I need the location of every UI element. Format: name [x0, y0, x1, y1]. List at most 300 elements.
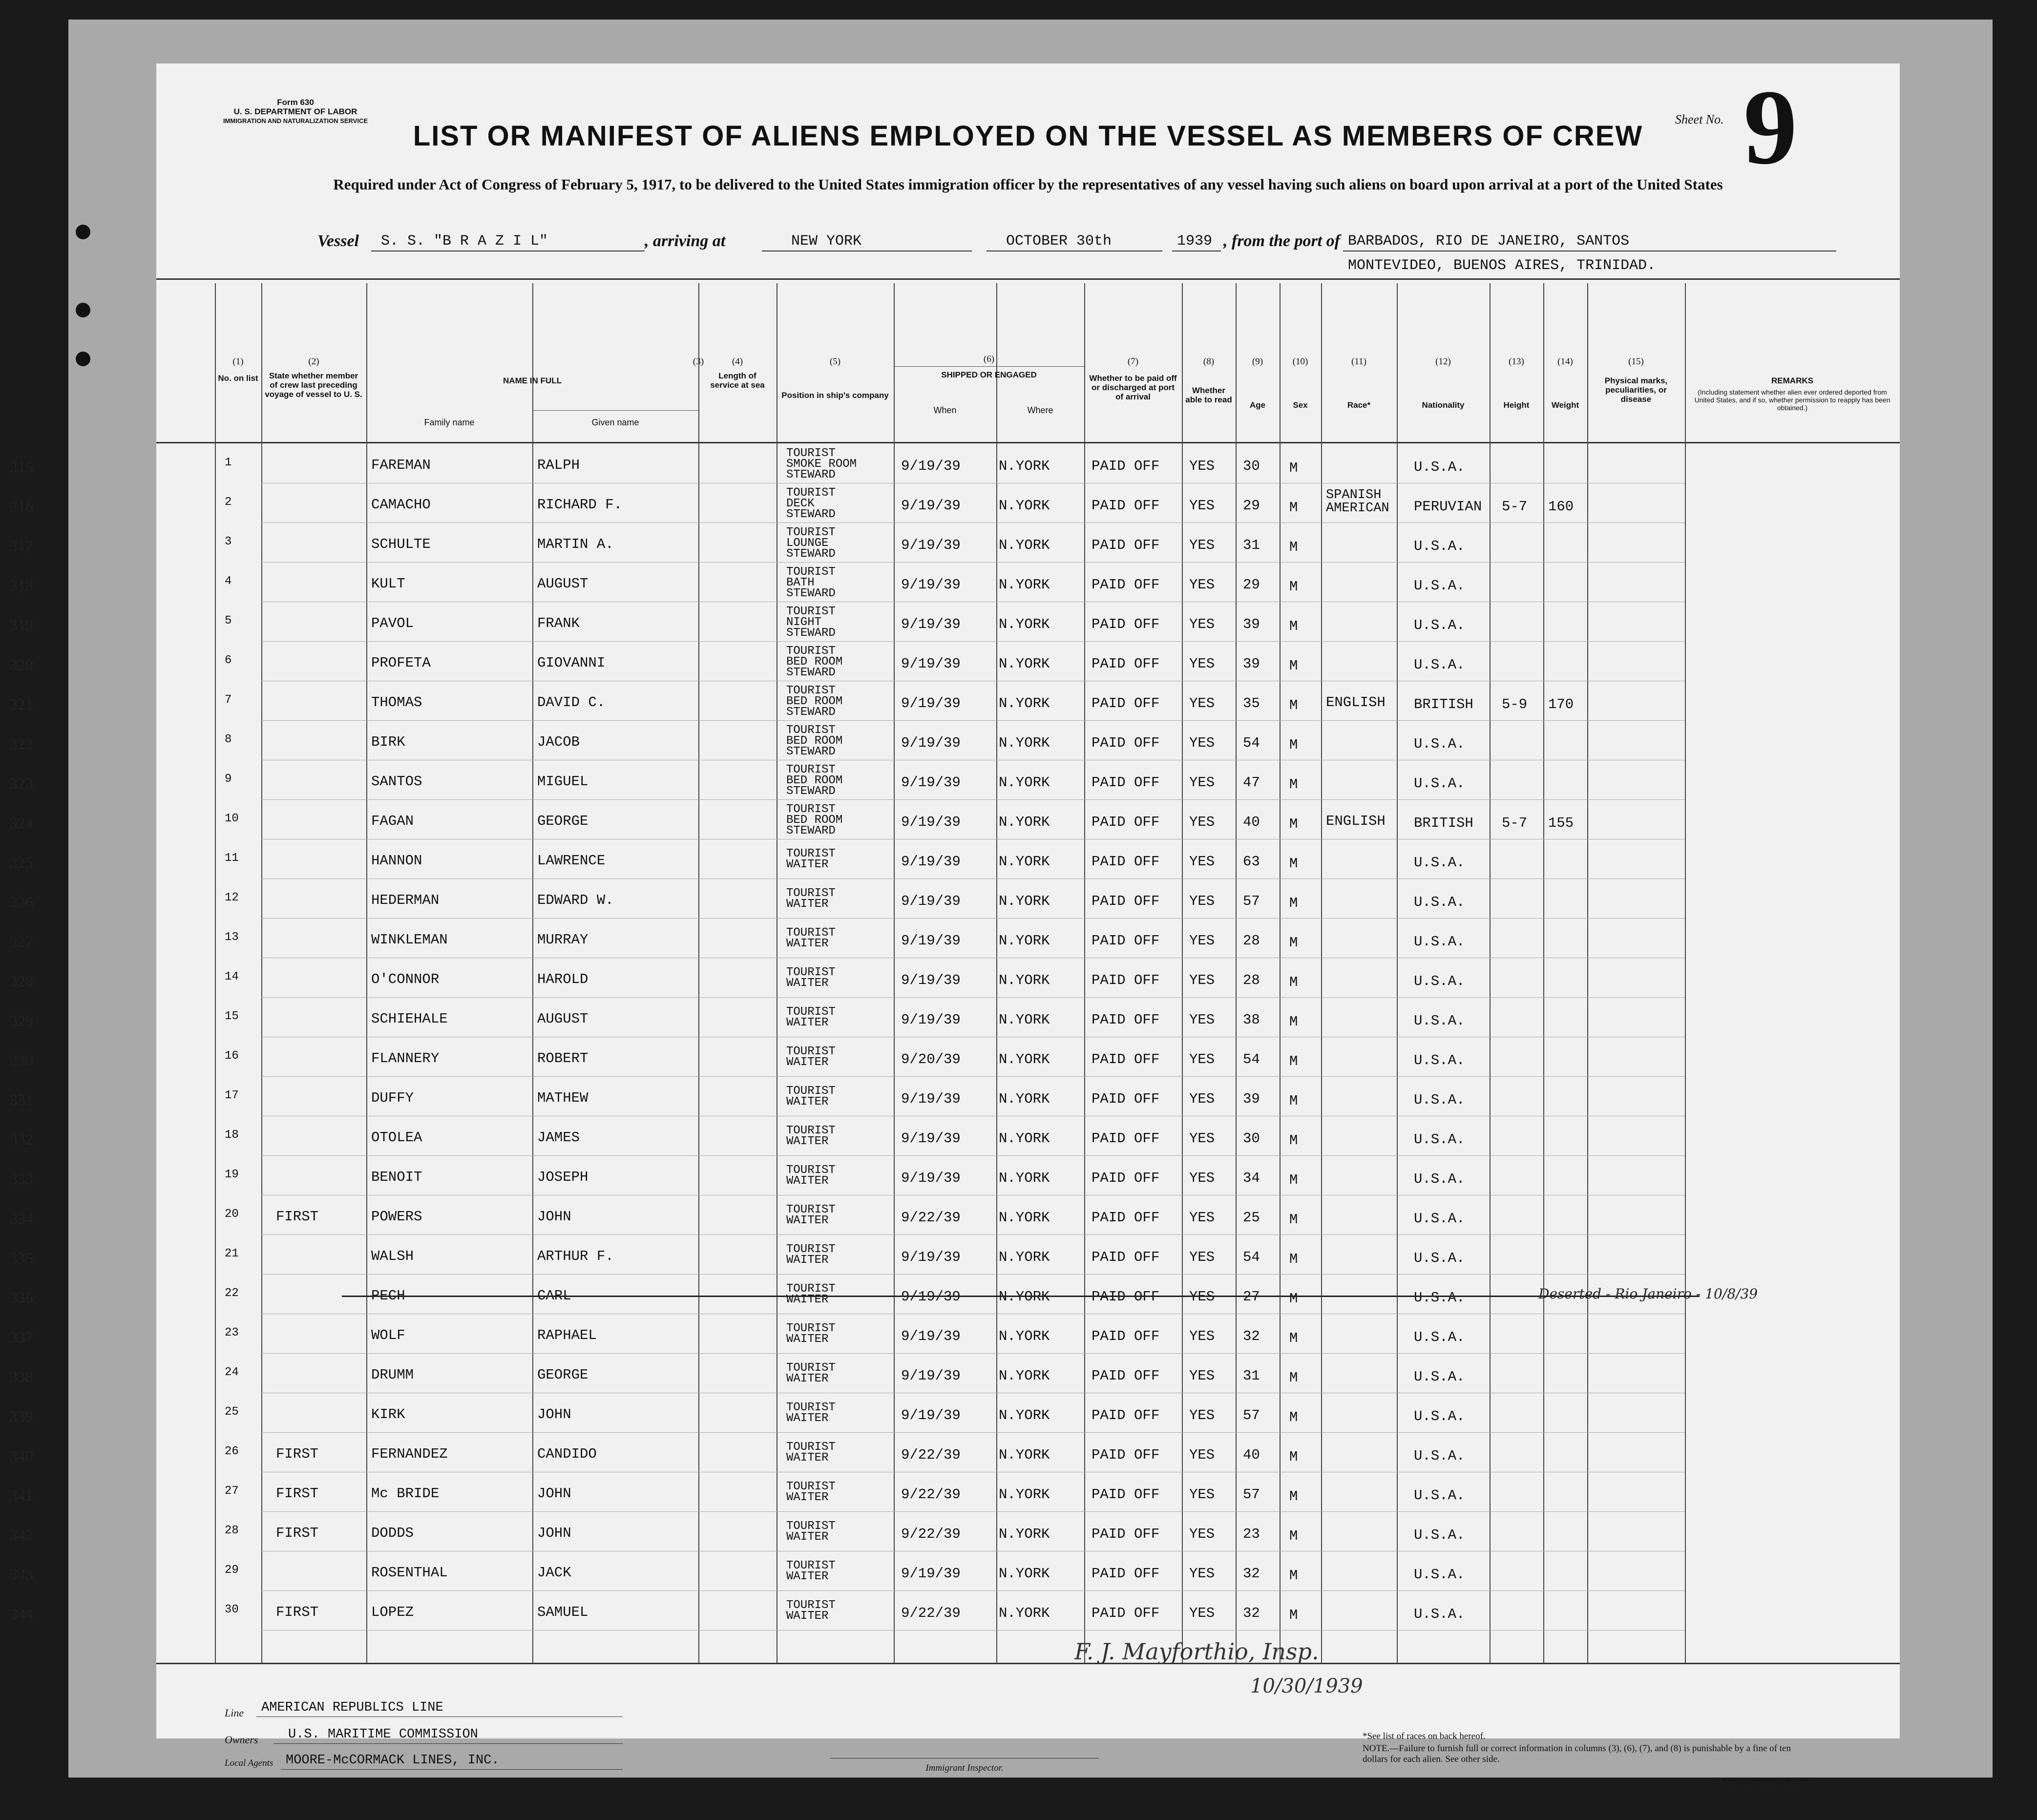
position-line: TOURIST — [786, 1243, 836, 1256]
col-11-header: Race* — [1347, 400, 1371, 410]
given-name: DAVID C. — [537, 694, 606, 711]
table-row — [10, 484, 1900, 523]
given-name: MIGUEL — [537, 774, 588, 790]
age: 32 — [1243, 1328, 1260, 1344]
family-name: HEDERMAN — [371, 892, 440, 908]
paid-off: PAID OFF — [1092, 1289, 1160, 1305]
list-number: 15 — [225, 1010, 239, 1023]
sex: M — [1289, 658, 1298, 674]
inspector-signature: F. J. Mayforthio, Insp. — [1074, 1638, 1319, 1665]
sex: M — [1289, 460, 1298, 476]
table-row — [10, 444, 1900, 483]
shipped-where: N.YORK — [999, 1289, 1050, 1305]
table-row — [10, 1235, 1900, 1275]
shipped-when: 9/19/39 — [901, 1012, 961, 1028]
given-name: MARTIN A. — [537, 536, 614, 552]
paid-off: PAID OFF — [1092, 616, 1160, 632]
able-to-read: YES — [1189, 1566, 1215, 1582]
able-to-read: YES — [1189, 537, 1215, 553]
list-number: 6 — [225, 654, 232, 667]
shipped-where: N.YORK — [999, 458, 1050, 474]
nationality: BRITISH — [1414, 815, 1473, 831]
list-number: 8 — [225, 733, 232, 746]
nationality: U.S.A. — [1414, 855, 1465, 871]
age: 40 — [1243, 1447, 1260, 1463]
nationality: U.S.A. — [1414, 1369, 1465, 1385]
given-name: FRANK — [537, 615, 580, 631]
nationality: U.S.A. — [1414, 1567, 1465, 1583]
col-6-number: (6) — [983, 354, 995, 364]
penalty-note: NOTE.—Failure to furnish full or correct information in columns (3), (6), (7), and (8) is punishable by a fine of ten dollars for each alien. See other side. — [1363, 1743, 1791, 1764]
position-line: TOURIST — [786, 1401, 836, 1414]
able-to-read: YES — [1189, 1605, 1215, 1621]
sex: M — [1289, 1212, 1298, 1228]
shipped-where: N.YORK — [999, 695, 1050, 711]
position-line: WAITER — [786, 1530, 829, 1544]
position-line: TOURIST — [786, 565, 836, 579]
position-line: WAITER — [786, 1174, 829, 1188]
position-line: STEWARD — [786, 508, 836, 521]
table-row — [10, 1077, 1900, 1116]
given-name: ARTHUR F. — [537, 1248, 614, 1264]
shipped-where: N.YORK — [999, 1249, 1050, 1265]
position-cell — [786, 1284, 836, 1305]
family-name: THOMAS — [371, 694, 422, 711]
list-number: 18 — [225, 1129, 239, 1142]
shipped-when: 9/19/39 — [901, 537, 961, 553]
position-cell — [786, 1007, 836, 1028]
given-name: JACK — [537, 1565, 571, 1581]
able-to-read: YES — [1189, 735, 1215, 751]
paid-off: PAID OFF — [1092, 1368, 1160, 1384]
col-16-header: REMARKS — [1771, 376, 1813, 385]
col-13-header: Height — [1503, 400, 1530, 410]
position-line: WAITER — [786, 858, 829, 871]
position-line: STEWARD — [786, 587, 836, 600]
list-number: 22 — [225, 1287, 239, 1300]
col-6-header: SHIPPED OR ENGAGED — [941, 370, 1037, 379]
list-number: 5 — [225, 614, 232, 628]
position-line: TOURIST — [786, 1559, 836, 1572]
paid-off: PAID OFF — [1092, 1407, 1160, 1423]
col-6-where-header: Where — [1027, 405, 1053, 415]
shipped-where: N.YORK — [999, 972, 1050, 988]
serial-number: 331 — [10, 1091, 33, 1109]
given-name: RAPHAEL — [537, 1327, 597, 1343]
position-line: DECK — [786, 497, 815, 510]
paid-off: PAID OFF — [1092, 774, 1160, 791]
list-number: 29 — [225, 1564, 239, 1577]
paid-off: PAID OFF — [1092, 1130, 1160, 1147]
from-ports-line-1: BARBADOS, RIO DE JANEIRO, SANTOS — [1348, 233, 1630, 250]
form-service: IMMIGRATION AND NATURALIZATION SERVICE — [223, 117, 368, 125]
paid-off: PAID OFF — [1092, 1051, 1160, 1067]
shipped-where: N.YORK — [999, 1091, 1050, 1107]
list-number: 30 — [225, 1603, 239, 1616]
inspector-signature-date: 10/30/1939 — [1250, 1675, 1363, 1697]
sex: M — [1289, 1528, 1298, 1544]
able-to-read: YES — [1189, 854, 1215, 870]
position-line: SMOKE ROOM — [786, 458, 857, 471]
position-line: TOURIST — [786, 724, 836, 737]
given-name: GEORGE — [537, 813, 588, 829]
age: 32 — [1243, 1605, 1260, 1621]
position-line: STEWARD — [786, 666, 836, 679]
previous-voyage: FIRST — [276, 1604, 319, 1620]
position-line: TOURIST — [786, 645, 836, 658]
able-to-read: YES — [1189, 1328, 1215, 1344]
list-number: 14 — [225, 970, 239, 983]
weight: 170 — [1548, 696, 1574, 712]
shipped-when: 9/19/39 — [901, 774, 961, 791]
nationality: U.S.A. — [1414, 1527, 1465, 1543]
sex: M — [1289, 1370, 1298, 1386]
position-cell — [786, 686, 842, 718]
serial-number: 328 — [10, 972, 33, 990]
age: 28 — [1243, 972, 1260, 988]
nationality: U.S.A. — [1414, 1487, 1465, 1504]
given-name: JACOB — [537, 734, 580, 750]
position-line: BATH — [786, 576, 815, 589]
previous-voyage: FIRST — [276, 1446, 319, 1462]
serial-number: 317 — [10, 537, 33, 555]
sex: M — [1289, 895, 1298, 911]
family-name: KULT — [371, 576, 405, 592]
sheet-label: Sheet No. — [1675, 112, 1724, 126]
race: ENGLISH — [1326, 694, 1386, 711]
position-cell — [786, 849, 836, 870]
shipped-when: 9/19/39 — [901, 893, 961, 909]
serial-number: 318 — [10, 577, 33, 594]
position-cell — [786, 1046, 836, 1068]
list-number: 26 — [225, 1445, 239, 1458]
race: SPANISH AMERICAN — [1326, 488, 1389, 516]
shipped-when: 9/19/39 — [901, 1091, 961, 1107]
serial-number: 315 — [10, 458, 33, 476]
table-row — [10, 1473, 1900, 1512]
sex: M — [1289, 500, 1298, 516]
nationality: U.S.A. — [1414, 1052, 1465, 1068]
able-to-read: YES — [1189, 1130, 1215, 1147]
position-line: TOURIST — [786, 1322, 836, 1335]
family-name: BIRK — [371, 734, 405, 750]
table-row — [10, 603, 1900, 642]
age: 40 — [1243, 814, 1260, 830]
nationality: U.S.A. — [1414, 1171, 1465, 1187]
shipped-when: 9/19/39 — [901, 1407, 961, 1423]
nationality: U.S.A. — [1414, 1329, 1465, 1345]
given-name: JOHN — [537, 1209, 571, 1225]
col-10-header: Sex — [1293, 400, 1308, 410]
position-line: LOUNGE — [786, 537, 829, 550]
position-cell — [786, 888, 836, 910]
punch-hole — [76, 303, 90, 317]
position-line: TOURIST — [786, 526, 836, 539]
position-line: NIGHT — [786, 616, 822, 629]
position-line: STEWARD — [786, 745, 836, 758]
col-2-number: (2) — [308, 356, 319, 367]
serial-number: 335 — [10, 1249, 33, 1267]
position-line: WAITER — [786, 1372, 829, 1385]
agents-value: MOORE-McCORMACK LINES, INC. — [286, 1753, 500, 1768]
col-5-header: Position in ship's company — [781, 391, 889, 400]
shipped-where: N.YORK — [999, 656, 1050, 672]
position-line: BED ROOM — [786, 814, 843, 827]
col-12-header: Nationality — [1422, 400, 1465, 410]
serial-number: 324 — [10, 814, 33, 832]
weight: 160 — [1548, 499, 1574, 515]
punch-hole — [76, 225, 90, 239]
col-15-number: (15) — [1628, 356, 1644, 367]
position-line: TOURIST — [786, 1085, 836, 1098]
list-number: 27 — [225, 1485, 239, 1498]
family-name: LOPEZ — [371, 1604, 414, 1620]
nationality: U.S.A. — [1414, 736, 1465, 752]
shipped-where: N.YORK — [999, 814, 1050, 830]
list-number: 19 — [225, 1168, 239, 1181]
line-value: AMERICAN REPUBLICS LINE — [261, 1700, 443, 1715]
position-line: TOURIST — [786, 1599, 836, 1612]
col-13-number: (13) — [1509, 356, 1524, 367]
age: 38 — [1243, 1012, 1260, 1028]
shipped-where: N.YORK — [999, 1447, 1050, 1463]
immigrant-inspector-label: Immigrant Inspector. — [925, 1763, 1004, 1773]
serial-number: 336 — [10, 1289, 33, 1306]
previous-voyage: FIRST — [276, 1209, 319, 1225]
position-line: TOURIST — [786, 1164, 836, 1177]
given-name: JOHN — [537, 1485, 571, 1502]
col-2-header: State whether member of crew last preceding voyage of vessel to U. S. — [265, 371, 362, 399]
position-cell — [786, 928, 836, 949]
family-name: BENOIT — [371, 1169, 422, 1185]
serial-number: 333 — [10, 1170, 33, 1188]
serial-number: 319 — [10, 616, 33, 634]
strike-through-line — [342, 1296, 1700, 1297]
paid-off: PAID OFF — [1092, 1210, 1160, 1226]
family-name: CAMACHO — [371, 497, 431, 513]
manifest-table — [10, 278, 1900, 1663]
position-line: WAITER — [786, 1254, 829, 1267]
paid-off: PAID OFF — [1092, 814, 1160, 830]
position-line: BED ROOM — [786, 655, 843, 669]
given-name: RICHARD F. — [537, 497, 623, 513]
able-to-read: YES — [1189, 814, 1215, 830]
age: 29 — [1243, 577, 1260, 593]
family-name: PROFETA — [371, 655, 431, 671]
table-row — [10, 1196, 1900, 1235]
able-to-read: YES — [1189, 1249, 1215, 1265]
serial-number: 316 — [10, 498, 33, 515]
position-line: TOURIST — [786, 1361, 836, 1375]
nationality: U.S.A. — [1414, 459, 1465, 475]
paid-off: PAID OFF — [1092, 1328, 1160, 1344]
position-cell — [786, 1323, 836, 1345]
shipped-when: 9/19/39 — [901, 1368, 961, 1384]
nationality: U.S.A. — [1414, 617, 1465, 633]
nationality: U.S.A. — [1414, 1606, 1465, 1622]
shipped-where: N.YORK — [999, 1210, 1050, 1226]
paid-off: PAID OFF — [1092, 1566, 1160, 1582]
col-3-number: (3) — [693, 356, 704, 367]
position-cell — [786, 1561, 836, 1582]
sex: M — [1289, 1132, 1298, 1149]
paid-off: PAID OFF — [1092, 458, 1160, 474]
shipped-when: 9/20/39 — [901, 1051, 961, 1067]
col-16-detail: (Including statement whether alien ever ordered deported from United States, and if so, whether permission to reapply has been obtained.) — [1694, 388, 1890, 412]
shipped-when: 9/19/39 — [901, 616, 961, 632]
col-3-given-header: Given name — [591, 418, 639, 427]
family-name: WINKLEMAN — [371, 932, 448, 948]
shipped-where: N.YORK — [999, 1012, 1050, 1028]
shipped-where: N.YORK — [999, 1170, 1050, 1186]
race: ENGLISH — [1326, 813, 1386, 829]
paid-off: PAID OFF — [1092, 1447, 1160, 1463]
list-number: 25 — [225, 1405, 239, 1419]
nationality: U.S.A. — [1414, 934, 1465, 950]
position-line: TOURIST — [786, 966, 836, 979]
position-cell — [786, 1521, 836, 1543]
able-to-read: YES — [1189, 774, 1215, 791]
page-subtitle: Required under Act of Congress of February 5, 1917, to be delivered to the United States immigration officer by the representatives of any vessel having such aliens on board upon arrival at a port of the United States — [333, 176, 1723, 193]
age: 57 — [1243, 1486, 1260, 1503]
paid-off: PAID OFF — [1092, 893, 1160, 909]
shipped-when: 9/22/39 — [901, 1526, 961, 1542]
able-to-read: YES — [1189, 577, 1215, 593]
col-8-number: (8) — [1203, 356, 1215, 367]
nationality: U.S.A. — [1414, 1092, 1465, 1108]
able-to-read: YES — [1189, 1526, 1215, 1542]
arriving-port: NEW YORK — [791, 233, 862, 250]
given-name: SAMUEL — [537, 1604, 588, 1620]
sex: M — [1289, 816, 1298, 832]
position-cell — [786, 1086, 836, 1108]
shipped-where: N.YORK — [999, 1486, 1050, 1503]
agents-label: Local Agents — [225, 1758, 273, 1768]
sex: M — [1289, 618, 1298, 634]
table-row — [10, 1552, 1900, 1591]
able-to-read: YES — [1189, 1407, 1215, 1423]
position-cell — [786, 1482, 836, 1503]
list-number: 16 — [225, 1049, 239, 1063]
sex: M — [1289, 697, 1298, 713]
serial-number: 327 — [10, 933, 33, 950]
family-name: ROSENTHAL — [371, 1565, 448, 1581]
position-line: TOURIST — [786, 1282, 836, 1296]
sex: M — [1289, 856, 1298, 872]
able-to-read: YES — [1189, 458, 1215, 474]
col-7-header: Whether to be paid off or discharged at port of arrival — [1089, 374, 1177, 401]
table-row — [10, 879, 1900, 919]
serial-number: 340 — [10, 1447, 33, 1464]
able-to-read: YES — [1189, 1447, 1215, 1463]
list-number: 2 — [225, 496, 232, 509]
races-note: *See list of races on back hereof. — [1363, 1731, 1486, 1741]
position-line: TOURIST — [786, 887, 836, 900]
age: 47 — [1243, 774, 1260, 791]
shipped-where: N.YORK — [999, 735, 1050, 751]
shipped-when: 9/19/39 — [901, 933, 961, 949]
age: 34 — [1243, 1170, 1260, 1186]
punch-hole — [76, 352, 90, 366]
age: 54 — [1243, 1051, 1260, 1067]
vessel-name: S. S. "B R A Z I L" — [381, 233, 548, 250]
family-name: PECH — [371, 1288, 405, 1304]
from-ports-line-2: MONTEVIDEO, BUENOS AIRES, TRINIDAD. — [1348, 257, 1656, 274]
table-row — [10, 919, 1900, 958]
table-row — [10, 959, 1900, 998]
shipped-when: 9/19/39 — [901, 735, 961, 751]
position-line: STEWARD — [786, 547, 836, 561]
serial-number: 330 — [10, 1051, 33, 1069]
position-line: STEWARD — [786, 468, 836, 481]
position-line: TOURIST — [786, 1441, 836, 1454]
position-line: WAITER — [786, 1412, 829, 1425]
age: 32 — [1243, 1566, 1260, 1582]
position-line: BED ROOM — [786, 774, 843, 787]
sex: M — [1289, 1093, 1298, 1109]
shipped-where: N.YORK — [999, 1328, 1050, 1344]
sheet-number: 9 — [1743, 67, 1797, 187]
serial-number: 343 — [10, 1566, 33, 1583]
from-label: , from the port of — [1223, 232, 1340, 250]
list-number: 13 — [225, 931, 239, 944]
sex: M — [1289, 1291, 1298, 1307]
list-number: 24 — [225, 1366, 239, 1379]
position-cell — [786, 1205, 836, 1226]
family-name: FERNANDEZ — [371, 1446, 448, 1462]
height: 5-7 — [1502, 815, 1528, 831]
shipped-when: 9/19/39 — [901, 577, 961, 593]
nationality: U.S.A. — [1414, 1211, 1465, 1227]
nationality: U.S.A. — [1414, 1013, 1465, 1029]
table-row — [10, 761, 1900, 800]
position-line: TOURIST — [786, 447, 836, 460]
given-name: GEORGE — [537, 1367, 588, 1383]
position-cell — [786, 1402, 836, 1424]
age: 29 — [1243, 498, 1260, 514]
age: 23 — [1243, 1526, 1260, 1542]
given-name: MATHEW — [537, 1090, 588, 1106]
family-name: SANTOS — [371, 774, 422, 790]
owners-value: U.S. MARITIME COMMISSION — [288, 1727, 478, 1742]
page-title: LIST OR MANIFEST OF ALIENS EMPLOYED ON THE VESSEL AS MEMBERS OF CREW — [413, 120, 1643, 152]
family-name: WALSH — [371, 1248, 414, 1264]
paid-off: PAID OFF — [1092, 695, 1160, 711]
position-cell — [786, 1442, 836, 1464]
shipped-when: 9/19/39 — [901, 854, 961, 870]
sex: M — [1289, 579, 1298, 595]
shipped-where: N.YORK — [999, 1130, 1050, 1147]
shipped-where: N.YORK — [999, 854, 1050, 870]
sex: M — [1289, 1053, 1298, 1069]
serial-number: 337 — [10, 1328, 33, 1346]
serial-number: 325 — [10, 854, 33, 871]
list-number: 10 — [225, 812, 239, 825]
given-name: CANDIDO — [537, 1446, 597, 1462]
position-line: WAITER — [786, 1135, 829, 1148]
paid-off: PAID OFF — [1092, 1605, 1160, 1621]
position-line: TOURIST — [786, 684, 836, 697]
table-row — [10, 1117, 1900, 1156]
position-line: WAITER — [786, 1451, 829, 1464]
shipped-when: 9/19/39 — [901, 458, 961, 474]
list-number: 9 — [225, 773, 232, 786]
line-label: Line — [225, 1707, 244, 1719]
shipped-where: N.YORK — [999, 537, 1050, 553]
serial-number: 342 — [10, 1526, 33, 1544]
list-number: 4 — [225, 575, 232, 588]
position-line: WAITER — [786, 1570, 829, 1583]
